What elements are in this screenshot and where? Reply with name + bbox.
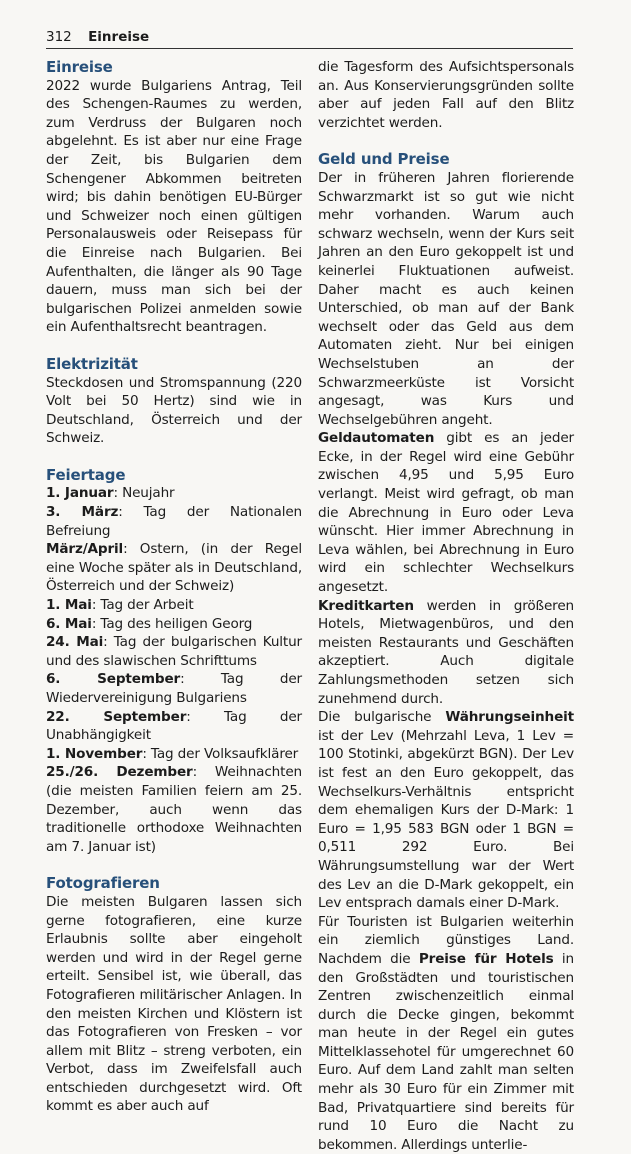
holiday-item (46, 708, 302, 745)
holiday-date: 6. September (46, 671, 181, 688)
heading-elektrizitaet: Elektrizität (46, 354, 138, 373)
paragraph-geldautomaten (318, 429, 574, 596)
text-kreditkarten: werden in größeren Hotels, Mietwagenbüros, und den meisten Restaurants und Geschäften akzeptiert. Auch digitale Zahlungsmethoden setzen sich zunehmend durch. (318, 597, 574, 707)
page-number: 312 (46, 29, 72, 45)
heading-einreise: Einreise (46, 58, 113, 76)
holiday-date: 6. Mai (46, 615, 92, 632)
term-preise-fuer-hotels: Preise für Hotels (418, 950, 554, 967)
holiday-desc: : Tag der bulgarischen Kultur und des slawischen Schrifttums (46, 634, 302, 669)
term-kreditkarten: Kreditkarten (318, 597, 414, 614)
holiday-item (46, 615, 302, 634)
holiday-item (46, 633, 302, 670)
holiday-desc: : Ostern, (in der Regel eine Woche später als in Deutschland, Österreich und der Schweiz) (46, 541, 302, 595)
text-waehrung-rest: ist der Lev (Mehrzahl Leva, 1 Lev = 100 Stotinki, abgekürzt BGN). Der Lev ist fest an den Euro gekoppelt, das Wechselkurs-Verhältnis entspricht dem ehemaligen Kurs der D-Mark: 1 Euro = 1,95 583 BGN oder 1 BGN = 0,511 292 Euro. Bei Währungsumstellung war der Wert des Lev an die D-Mark gekoppelt, ein Lev entsprach damals einer D-Mark. (318, 727, 574, 912)
holiday-item (46, 540, 302, 596)
holiday-item (46, 763, 302, 856)
holiday-item (46, 745, 302, 764)
running-header (46, 28, 573, 49)
holiday-list (46, 484, 302, 856)
holiday-desc: : Tag der Nationalen Befreiung (46, 504, 302, 539)
text-waehrung-pre: Die bulgarische (318, 709, 446, 726)
holiday-date: 1. Mai (46, 597, 92, 614)
paragraph-einreise: 2022 wurde Bulgariens Antrag, Teil des Schengen-Raumes zu werden, zum Verdruss der Bulgaren noch abgelehnt. Es ist aber nur eine Frage der Zeit, bis Bulgarien dem Schengener Abkommen beitreten wird; bis dahin benötigen EU-Bürger und Schweizer noch einen gültigen Personalausweis oder Reisepass für die Einreise nach Bulgarien. Bei Aufenthalten, die länger als 90 Tage dauern, muss man sich bei der bulgarischen Polizei anmelden sowie ein Aufenthaltsrecht beantragen. (46, 77, 302, 336)
holiday-desc: : Tag der Unabhängigkeit (46, 708, 302, 744)
right-column (318, 58, 574, 1154)
paragraph-preise (318, 913, 574, 1154)
holiday-date: 1. Januar (46, 485, 114, 502)
left-column (46, 58, 302, 1116)
paragraph-waehrung (318, 708, 574, 913)
holiday-item (46, 503, 302, 540)
holiday-desc: : Neujahr (113, 485, 175, 502)
holiday-date: März/April (46, 541, 124, 558)
holiday-desc: : Weihnachten (die meisten Familien feiern am 25. Dezember, auch wenn das traditionelle orthodoxe Weihnachten am 7. Januar ist) (46, 764, 302, 855)
paragraph-fotografieren: Die meisten Bulgaren lassen sich gerne fotografieren, eine kurze Erlaubnis sollte aber eingeholt werden und wird in der Regel gerne erteilt. Sensibel ist, wie überall, das Fotografieren militärischer Anlagen. In den meisten Kirchen und Klöstern ist das Fotografieren von Fresken – vor allem mit Blitz – streng verboten, ein Verbot, dass im Zweifelsfall auch entschieden durchgesetzt wird. Oft kommt es aber auch auf (46, 893, 302, 1115)
paragraph-schwarzmarkt: Der in früheren Jahren florierende Schwarzmarkt ist so gut wie nicht mehr vorhanden. Warum auch schwarz wechseln, wenn der Kurs seit Jahren an den Euro gekoppelt ist und keinerlei Fluktuationen aufweist. Daher macht es auch keinen Unterschied, ob man auf der Bank wechselt oder das Geld aus dem Automaten zieht. Nur bei einigen Wechselstuben an der Schwarzmeerküste ist Vorsicht angesagt, was Kurs und Wechselgebühren angeht. (318, 169, 574, 428)
heading-geld-und-preise: Geld und Preise (318, 150, 450, 169)
paragraph-continuation: die Tagesform des Aufsichtspersonals an. Aus Konservierungsgründen sollte aber auf jeden Fall auf den Blitz verzichtet werden. (318, 59, 574, 131)
heading-feiertage: Feiertage (46, 465, 126, 484)
paragraph-kreditkarten (318, 597, 574, 709)
holiday-date: 25./26. Dezember (46, 764, 193, 781)
text-preise-pre: Für Touristen ist Bulgarien weiterhin ein ziemlich günstiges Land. Nachdem die (318, 913, 574, 967)
holiday-desc: : Tag der Arbeit (91, 597, 194, 614)
text-preise-rest: in den Großstädten und touristischen Zentren zwischenzeitlich einmal durch die Decke gingen, bekommt man heute in der Regel ein gutes Mittelklassehotel für umgerechnet 60 Euro. Auf dem Land zahlt man selten mehr als 30 Euro für ein Zimmer mit Bad, Privatquartiere sind bereits für rund 10 Euro die Nacht zu bekommen. Allerdings unterlie- (318, 950, 575, 1153)
holiday-item (46, 596, 302, 615)
text-geldautomaten: gibt es an jeder Ecke, in der Regel wird eine Gebühr zwischen 4,95 und 5,95 Euro verlangt. Meist wird gefragt, ob man die Abrechnung in Euro oder Leva wünscht. Hier immer Abrechnung in Leva wählen, bei Abrechnung in Euro wird ein schlechter Wechselkurs angesetzt. (318, 430, 574, 596)
heading-fotografieren: Fotografieren (46, 874, 160, 893)
holiday-date: 22. September (46, 708, 187, 725)
holiday-item (46, 484, 302, 503)
holiday-desc: : Tag des heiligen Georg (91, 615, 253, 632)
term-waehrungseinheit: Währungseinheit (445, 709, 574, 726)
paragraph-elektrizitaet: Steckdosen und Stromspannung (220 Volt bei 50 Hertz) sind wie in Deutschland, Österreich und der Schweiz. (46, 374, 302, 447)
holiday-date: 24. Mai (46, 634, 104, 651)
holiday-item (46, 670, 302, 707)
holiday-date: 1. November (46, 745, 143, 762)
holiday-date: 3. März (46, 504, 119, 521)
holiday-desc: : Tag der Wiedervereinigung Bulgariens (46, 671, 302, 706)
running-section-title: Einreise (88, 29, 150, 45)
holiday-desc: : Tag der Volksaufklärer (142, 745, 299, 762)
term-geldautomaten: Geldautomaten (318, 430, 435, 447)
